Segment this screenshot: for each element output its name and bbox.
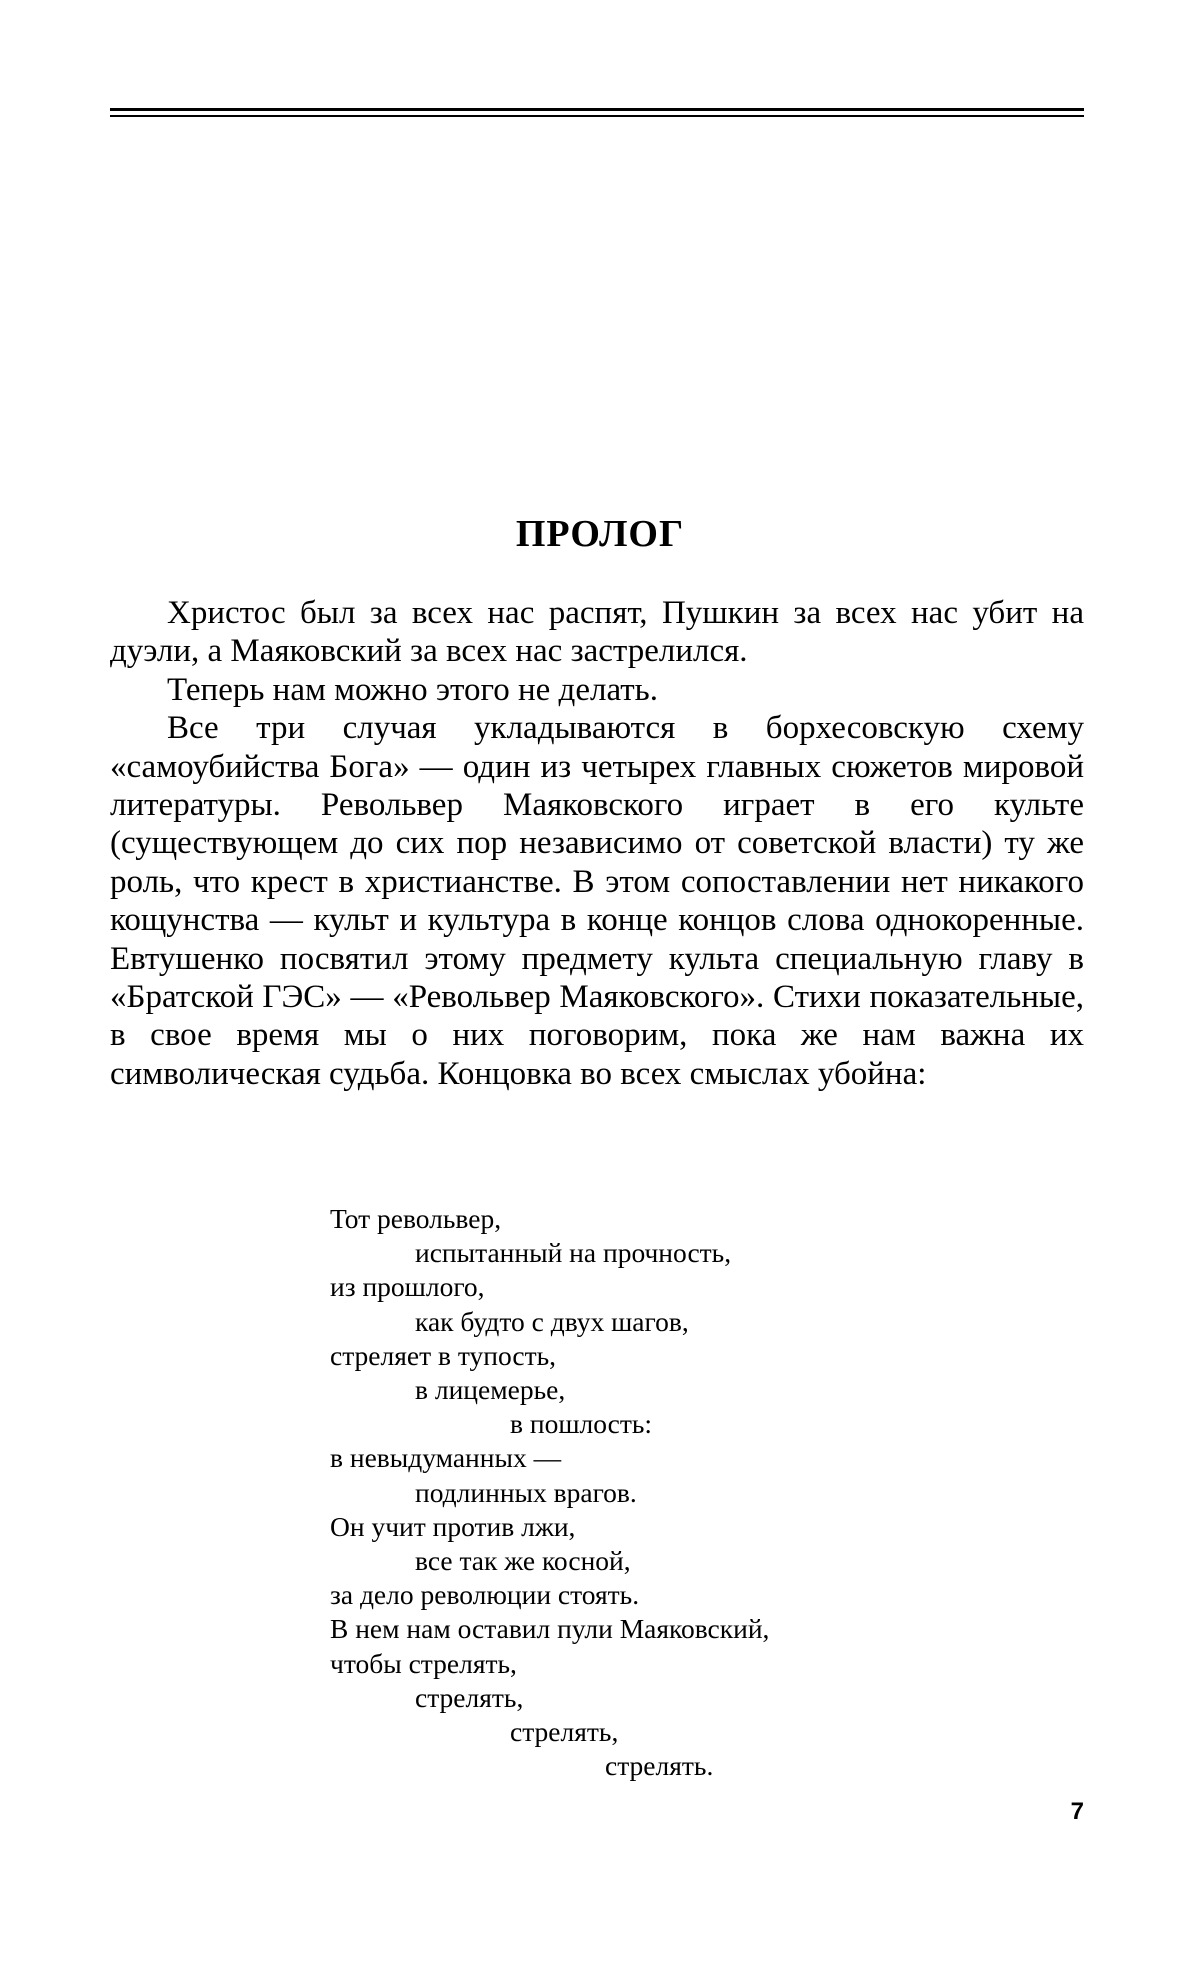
poem-line: стреляет в тупость, (330, 1339, 769, 1373)
header-rule-top (110, 108, 1084, 111)
poem-line: в пошлость: (330, 1407, 769, 1441)
header-rule-bottom (110, 115, 1084, 117)
paragraph: Теперь нам можно этого не делать. (110, 671, 1084, 709)
paragraph: Все три случая укладываются в борхесовскую схему «самоубийства Бога» — один из четырех главных сюжетов мировой литературы. Револьвер Маяковского играет в его культе (существующем до сих пор независимо от советской власти) ту же роль, что крест в христианстве. В этом сопоставлении нет никакого кощунства — культ и культура в конце концов слова однокоренные. Евтушенко посвятил этому предмету культа специальную главу в «Братской ГЭС» — «Револьвер Маяковского». Стихи показательные, в свое время мы о них поговорим, пока же нам важна их символическая судьба. Концовка во всех смыслах убойна: (110, 709, 1084, 1093)
poem-line: все так же косной, (330, 1544, 769, 1578)
poem-line: В нем нам оставил пули Маяковский, (330, 1612, 769, 1646)
poem-line: испытанный на прочность, (330, 1236, 769, 1270)
poem-line: как будто с двух шагов, (330, 1305, 769, 1339)
poem-line: Тот револьвер, (330, 1202, 769, 1236)
poem-line: чтобы стрелять, (330, 1647, 769, 1681)
poem-line: Он учит против лжи, (330, 1510, 769, 1544)
poem-line: из прошлого, (330, 1270, 769, 1304)
poem-line: в невыдуманных — (330, 1441, 769, 1475)
poem-quote (330, 1202, 769, 1783)
poem-line: стрелять, (330, 1715, 769, 1749)
page-number: 7 (1050, 1798, 1084, 1826)
poem-line: подлинных врагов. (330, 1476, 769, 1510)
poem-line: за дело революции стоять. (330, 1578, 769, 1612)
poem-line: стрелять, (330, 1681, 769, 1715)
prose-body (110, 594, 1084, 1093)
chapter-title: ПРОЛОГ (0, 512, 1200, 556)
poem-line: в лицемерье, (330, 1373, 769, 1407)
paragraph: Христос был за всех нас распят, Пушкин за всех нас убит на дуэли, а Маяковский за всех нас застрелился. (110, 594, 1084, 671)
poem-line: стрелять. (330, 1749, 769, 1783)
